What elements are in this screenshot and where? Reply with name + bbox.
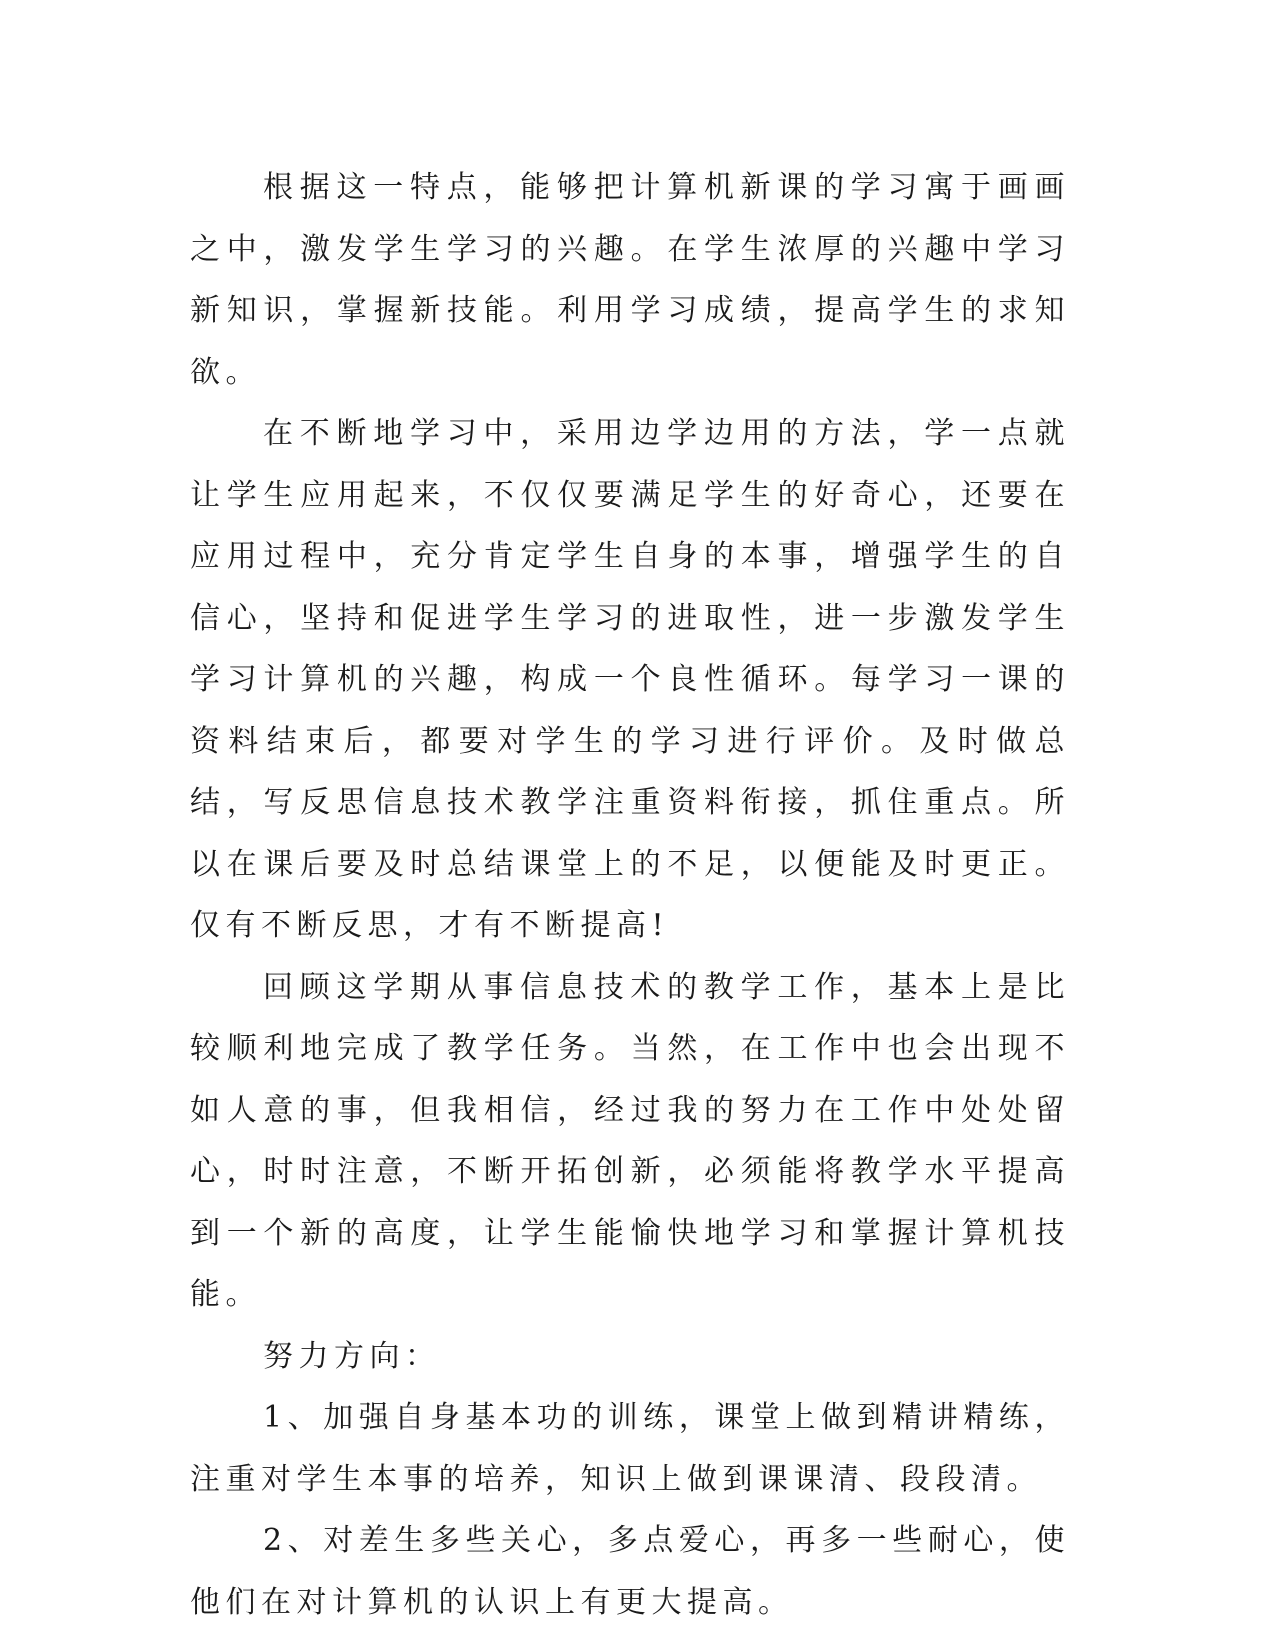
- paragraph-direction-heading: 努力方向：: [263, 1338, 441, 1374]
- document-body: [190, 157, 1070, 1633]
- paragraph-learn-and-apply: 在不断地学习中，采用边学边用的方法，学一点就让学生应用起来，不仅仅要满足学生的好奇心，还要在应用过程中，充分肯定学生自身的本事，增强学生的自信心，坚持和促进学生学习的进取性，进一步激发学生学习计算机的兴趣，构成一个良性循环。每学习一课的资料结束后，都要对学生的学习进行评价。及时做总结，写反思信息技术教学注重资料衔接，抓住重点。所以在课后要及时总结课堂上的不足，以便能及时更正。仅有不断反思，才有不断提高!: [190, 416, 1070, 943]
- paragraph-semester-review: 回顾这学期从事信息技术的教学工作，基本上是比较顺利地完成了教学任务。当然，在工作中也会出现不如人意的事，但我相信，经过我的努力在工作中处处留心，时时注意，不断开拓创新，必须能将教学水平提高到一个新的高度，让学生能愉快地学习和掌握计算机技能。: [190, 969, 1070, 1312]
- paragraph-direction-item-2: 2、对差生多些关心，多点爱心，再多一些耐心，使他们在对计算机的认识上有更大提高。: [190, 1523, 1070, 1620]
- paragraph-interest-learning: 根据这一特点，能够把计算机新课的学习寓于画画之中，激发学生学习的兴趣。在学生浓厚的兴趣中学习新知识，掌握新技能。利用学习成绩，提高学生的求知欲。: [190, 170, 1070, 390]
- paragraph-direction-item-1: 1、加强自身基本功的训练，课堂上做到精讲精练，注重对学生本事的培养，知识上做到课课清、段段清。: [190, 1400, 1070, 1497]
